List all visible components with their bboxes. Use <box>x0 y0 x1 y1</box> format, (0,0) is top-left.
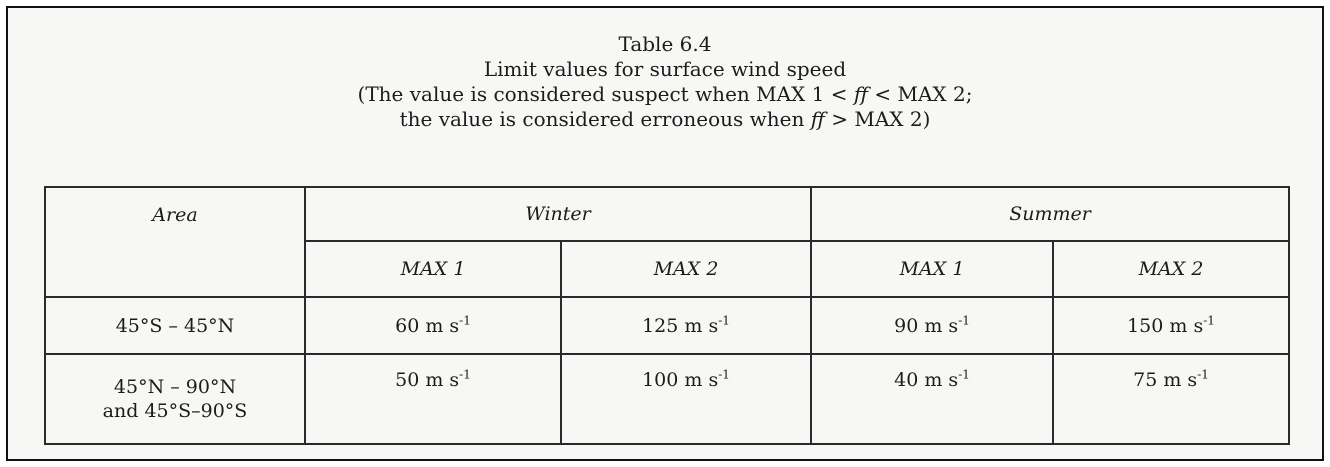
unit-label: m s <box>425 314 460 337</box>
table-row <box>45 354 1289 444</box>
area-column-header: Area <box>45 187 305 297</box>
unit-exponent: -1 <box>1197 367 1209 382</box>
winter-max1-header: MAX 1 <box>305 241 561 297</box>
winter-max1-cell <box>305 354 561 444</box>
unit-label: m s <box>1169 314 1204 337</box>
unit-exponent: -1 <box>958 367 970 382</box>
value-number: 150 <box>1127 314 1164 337</box>
caption-suspect-rule <box>8 82 1322 107</box>
wind-speed-limits-table <box>44 186 1290 445</box>
unit-exponent: -1 <box>958 313 970 328</box>
value-number: 40 <box>894 369 919 391</box>
summer-max2-cell <box>1053 354 1289 444</box>
unit-exponent: -1 <box>1203 313 1215 328</box>
unit-exponent: -1 <box>718 367 730 382</box>
erroneous-rule-variable: ff <box>810 107 825 131</box>
winter-max2-cell <box>561 354 811 444</box>
suspect-rule-text-start: (The value is considered suspect when MAX 1 < <box>357 82 854 106</box>
table-title: Limit values for surface wind speed <box>483 57 847 81</box>
area-cell <box>45 354 305 444</box>
area-line: 45°S – 45°N <box>115 314 235 337</box>
winter-max1-cell <box>305 297 561 354</box>
unit-label: m s <box>1163 369 1198 391</box>
scanned-table-page <box>6 6 1324 461</box>
area-cell <box>45 297 305 354</box>
suspect-rule-text-end: < MAX 2; <box>868 82 973 106</box>
unit-label: m s <box>684 314 719 337</box>
value-number: 125 <box>642 314 679 337</box>
caption-erroneous-rule <box>8 107 1322 132</box>
table-header-row <box>45 187 1289 241</box>
unit-label: m s <box>425 369 460 391</box>
value-number: 90 <box>894 314 919 337</box>
winter-group-header: Winter <box>305 187 811 241</box>
area-line: 45°N – 90°N <box>113 376 237 398</box>
winter-max2-cell <box>561 297 811 354</box>
unit-label: m s <box>684 369 719 391</box>
unit-exponent: -1 <box>718 313 730 328</box>
area-line: and 45°S–90°S <box>102 400 248 422</box>
summer-max2-header: MAX 2 <box>1053 241 1289 297</box>
winter-max2-header: MAX 2 <box>561 241 811 297</box>
summer-group-header: Summer <box>811 187 1289 241</box>
value-number: 75 <box>1133 369 1158 391</box>
table-row <box>45 297 1289 354</box>
erroneous-rule-text-start: the value is considered erroneous when <box>399 107 811 131</box>
summer-max1-cell <box>811 297 1053 354</box>
unit-label: m s <box>924 369 959 391</box>
unit-exponent: -1 <box>459 367 471 382</box>
unit-label: m s <box>924 314 959 337</box>
value-number: 50 <box>395 369 420 391</box>
unit-exponent: -1 <box>459 313 471 328</box>
value-number: 60 <box>395 314 420 337</box>
summer-max1-cell <box>811 354 1053 444</box>
value-number: 100 <box>642 369 679 391</box>
summer-max1-header: MAX 1 <box>811 241 1053 297</box>
suspect-rule-variable: ff <box>853 82 869 106</box>
table-caption <box>8 32 1322 132</box>
table-number: Table 6.4 <box>618 32 712 56</box>
summer-max2-cell <box>1053 297 1289 354</box>
erroneous-rule-text-end: > MAX 2) <box>824 107 931 131</box>
